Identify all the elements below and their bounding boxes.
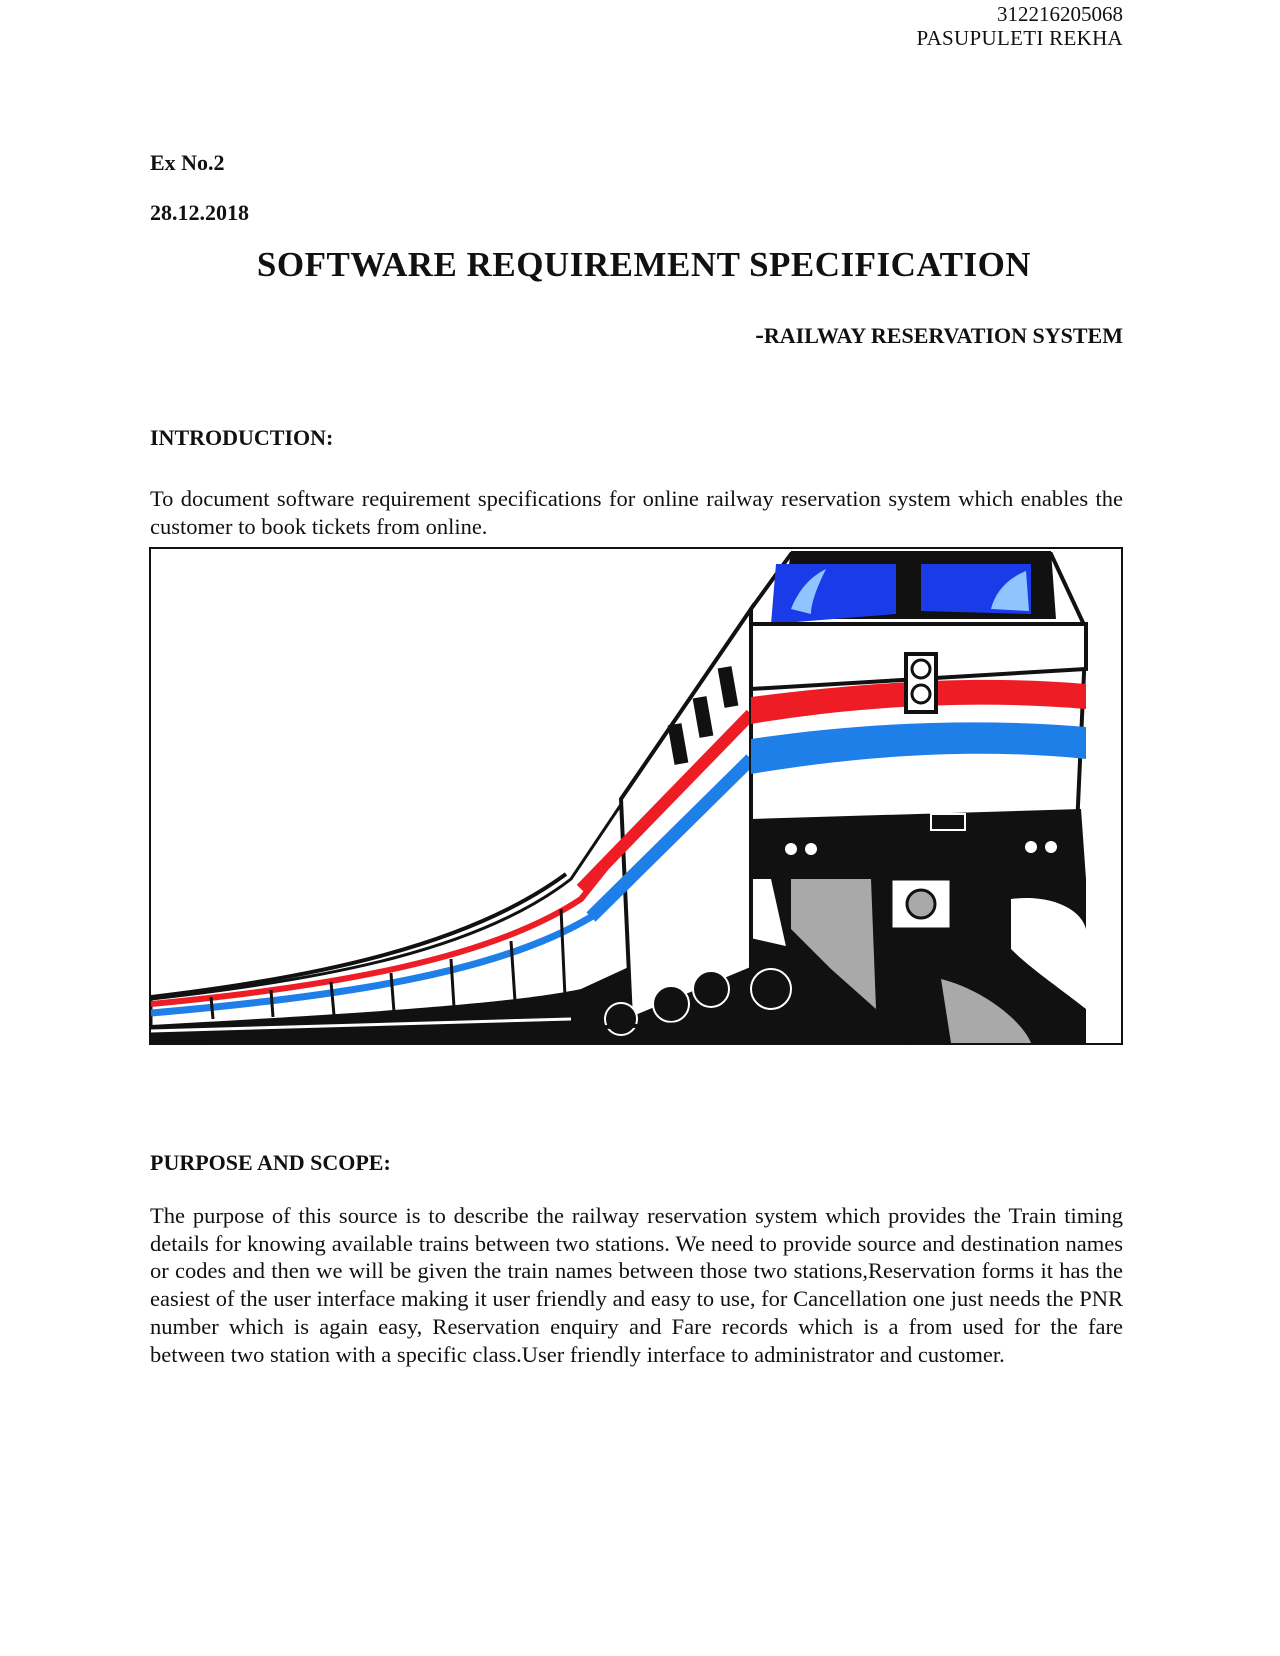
roll-number: 312216205068 [997,2,1123,26]
subtitle-text: RAILWAY RESERVATION SYSTEM [763,323,1123,348]
introduction-paragraph: To document software requirement specifications for online railway reservation system which enables the customer to book tickets from online. [150,486,1123,539]
introduction-heading: INTRODUCTION: [150,425,334,450]
exercise-number: Ex No.2 [150,150,225,175]
page-title: SOFTWARE REQUIREMENT SPECIFICATION [256,245,1032,284]
purpose-paragraph: The purpose of this source is to describe the railway reservation system which provides the Train timing details for knowing available trains between two stations. We need to provide source and destination names or codes and then we will be given the train names between those two stations,Reservation forms it has the easiest of the user interface making it user friendly and easy to use, for Cancellation one just needs the PNR number which is again easy, Reservation enquiry and Fare records which is a from used for the fare between two station with a specific class.User friendly interface to administrator and customer. [150,1203,1123,1367]
exercise-date: 28.12.2018 [150,200,249,225]
purpose-heading: PURPOSE AND SCOPE: [150,1150,391,1175]
page-subtitle [755,320,1123,350]
train-figure [149,547,1123,1045]
subtitle-dash: - [755,320,764,349]
student-name: PASUPULETI REKHA [916,26,1123,50]
train-clipart-icon [151,549,1121,1043]
